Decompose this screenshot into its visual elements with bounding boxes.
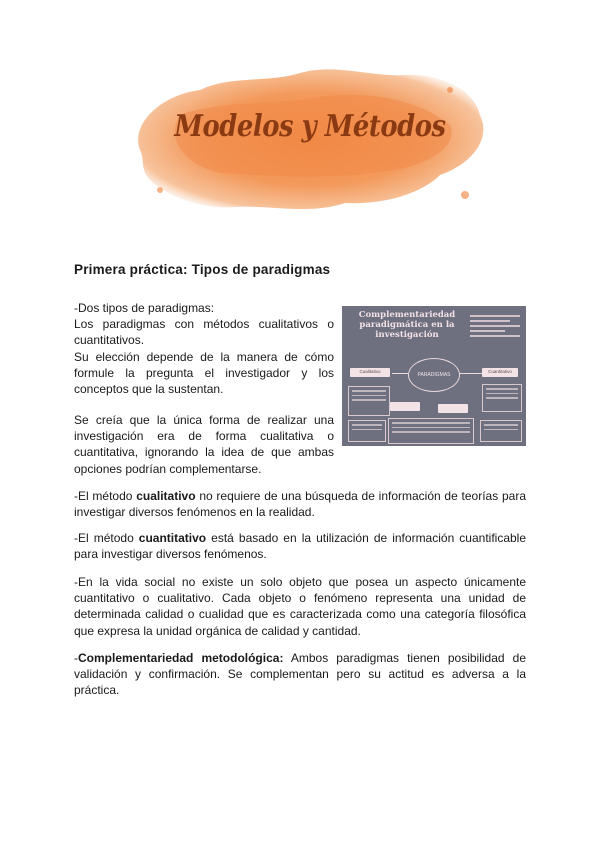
- intro-line-3: Su elección depende de la manera de cómo formule la pregunta el investigador y los conceptos que la sustentan.: [74, 349, 334, 397]
- infographic-box-b: [438, 404, 468, 413]
- intro-line-1: -Dos tipos de paradigmas:: [74, 301, 215, 315]
- infographic-title: Complementariedad paradigmática en la investigación: [358, 310, 456, 340]
- term-cualitativo: cualitativo: [136, 489, 196, 503]
- intro-line-2: Los paradigmas con métodos cualitativos o cuantitativos.: [74, 317, 334, 348]
- paragraph-complementariedad: -Complementariedad metodológica: Ambos paradigmas tienen posibilidad de validación y confirmación. Se complementan pero su actitud es adversa a la práctica.: [74, 651, 526, 698]
- paragraph-vida-social: -En la vida social no existe un solo objeto que posea un aspecto únicamente cuantitativo o cualitativo. Cada objeto o fenómeno representa una unidad de determinada calidad o cualidad que es caracterizada como una categoría filosófica que expresa la unidad orgánica de calidad y cantidad.: [74, 575, 526, 638]
- infographic-image: [342, 306, 526, 446]
- paragraph-history: Se creía que la única forma de realizar una investigación era de forma cualitativa o cuantitativa, ignorando la idea de que ambas opciones podrían complementarse.: [74, 413, 334, 476]
- infographic-center: PARADIGMAS: [408, 358, 460, 392]
- title-banner: [120, 55, 500, 225]
- paragraph-cuantitativo: -El método cuantitativo está basado en la utilización de información cuantificable para investigar diversos fenómenos.: [74, 531, 526, 562]
- infographic-notes: [470, 312, 520, 340]
- paragraph-cualitativo: -El método cualitativo no requiere de una búsqueda de información de teorías para investigar diversos fenómenos en la realidad.: [74, 489, 526, 520]
- infographic-box-a: [390, 402, 420, 411]
- term-complementariedad: Complementariedad metodológica:: [78, 651, 284, 665]
- page-heading: Primera práctica: Tipos de paradigmas: [74, 262, 331, 277]
- term-cuantitativo: cuantitativo: [138, 531, 207, 545]
- intro-paragraph: [74, 300, 334, 397]
- banner-title: Modelos y Métodos: [174, 109, 446, 144]
- infographic-right-box: Cuantitativo: [482, 368, 518, 377]
- infographic-left-box: Cualitativo: [350, 368, 390, 377]
